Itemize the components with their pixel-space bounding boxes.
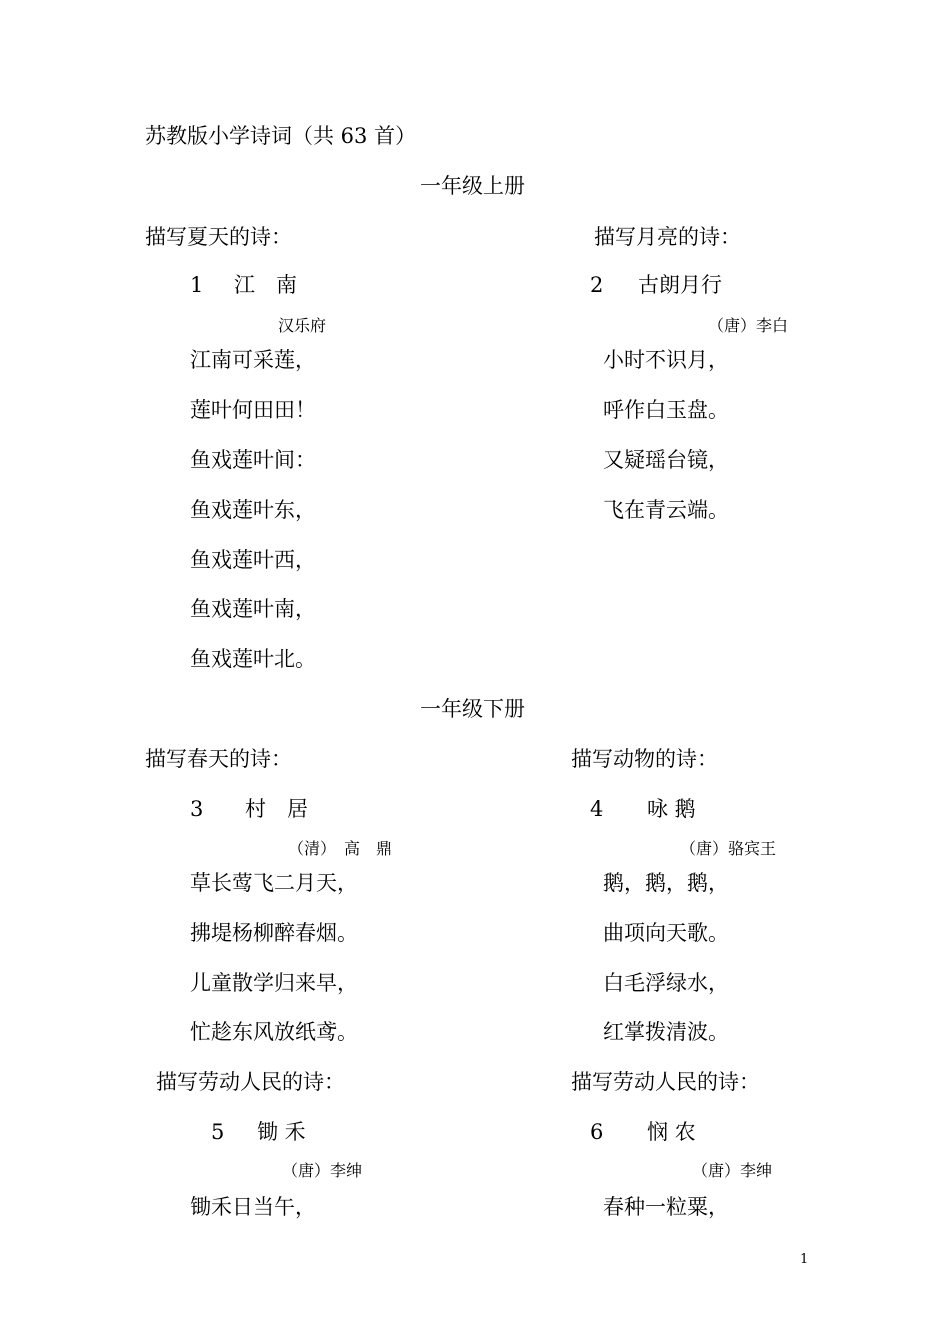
- category-label: 描写动物的诗：: [571, 747, 718, 771]
- poem-author: （唐）李绅: [692, 1161, 773, 1180]
- poem-number: 4: [590, 797, 604, 821]
- poem-author: （唐）李白: [708, 316, 789, 335]
- poem-line: 白毛浮绿水，: [603, 971, 729, 995]
- poem-line: 拂堤杨柳醉春烟。: [190, 921, 358, 945]
- poem-line: 小时不识月，: [603, 348, 729, 372]
- category-label: 描写夏天的诗：: [145, 225, 292, 249]
- poem-title: 咏 鹅: [647, 797, 696, 821]
- poem-number: 1: [190, 273, 204, 297]
- poem-line: 曲项向天歌。: [603, 921, 729, 945]
- section-heading-grade1-vol2: 一年级下册: [420, 697, 525, 721]
- poem-line: 莲叶何田田！: [190, 398, 316, 422]
- poem-line: 又疑瑶台镜，: [603, 448, 729, 472]
- poem-title: 悯 农: [647, 1120, 696, 1144]
- poem-line: 鱼戏莲叶北。: [190, 647, 316, 671]
- poem-number: 2: [590, 273, 604, 297]
- poem-author: （清） 高 鼎: [288, 839, 393, 858]
- poem-line: 鹅，鹅，鹅，: [603, 871, 729, 895]
- poem-number: 3: [190, 797, 204, 821]
- poem-author: 汉乐府: [278, 316, 327, 335]
- poem-line: 江南可采莲，: [190, 348, 316, 372]
- category-label: 描写月亮的诗：: [594, 225, 741, 249]
- page-number: 1: [800, 1252, 809, 1267]
- poem-author: （唐）李绅: [282, 1161, 363, 1180]
- category-label: 描写劳动人民的诗：: [156, 1070, 345, 1094]
- poem-author: （唐）骆宾王: [680, 839, 777, 858]
- poem-number: 5: [211, 1120, 225, 1144]
- poem-line: 鱼戏莲叶东，: [190, 498, 316, 522]
- poem-line: 红掌拨清波。: [603, 1020, 729, 1044]
- poem-line: 飞在青云端。: [603, 498, 729, 522]
- poem-line: 鱼戏莲叶间：: [190, 448, 316, 472]
- poem-line: 儿童散学归来早，: [190, 971, 358, 995]
- poem-line: 草长莺飞二月天，: [190, 871, 358, 895]
- poem-line: 锄禾日当午，: [190, 1195, 316, 1219]
- poem-line: 鱼戏莲叶西，: [190, 548, 316, 572]
- poem-title: 村 居: [245, 797, 308, 821]
- poem-title: 古朗月行: [638, 273, 722, 297]
- category-label: 描写劳动人民的诗：: [571, 1070, 760, 1094]
- poem-line: 鱼戏莲叶南，: [190, 597, 316, 621]
- poem-title: 江 南: [234, 273, 297, 297]
- poem-title: 锄 禾: [257, 1120, 306, 1144]
- poem-line: 呼作白玉盘。: [603, 398, 729, 422]
- poem-line: 忙趁东风放纸鸢。: [190, 1020, 358, 1044]
- poem-number: 6: [590, 1120, 604, 1144]
- document-title: 苏教版小学诗词（共 63 首）: [145, 124, 417, 148]
- category-label: 描写春天的诗：: [145, 747, 292, 771]
- poem-line: 春种一粒粟，: [603, 1195, 729, 1219]
- section-heading-grade1-vol1: 一年级上册: [420, 174, 525, 198]
